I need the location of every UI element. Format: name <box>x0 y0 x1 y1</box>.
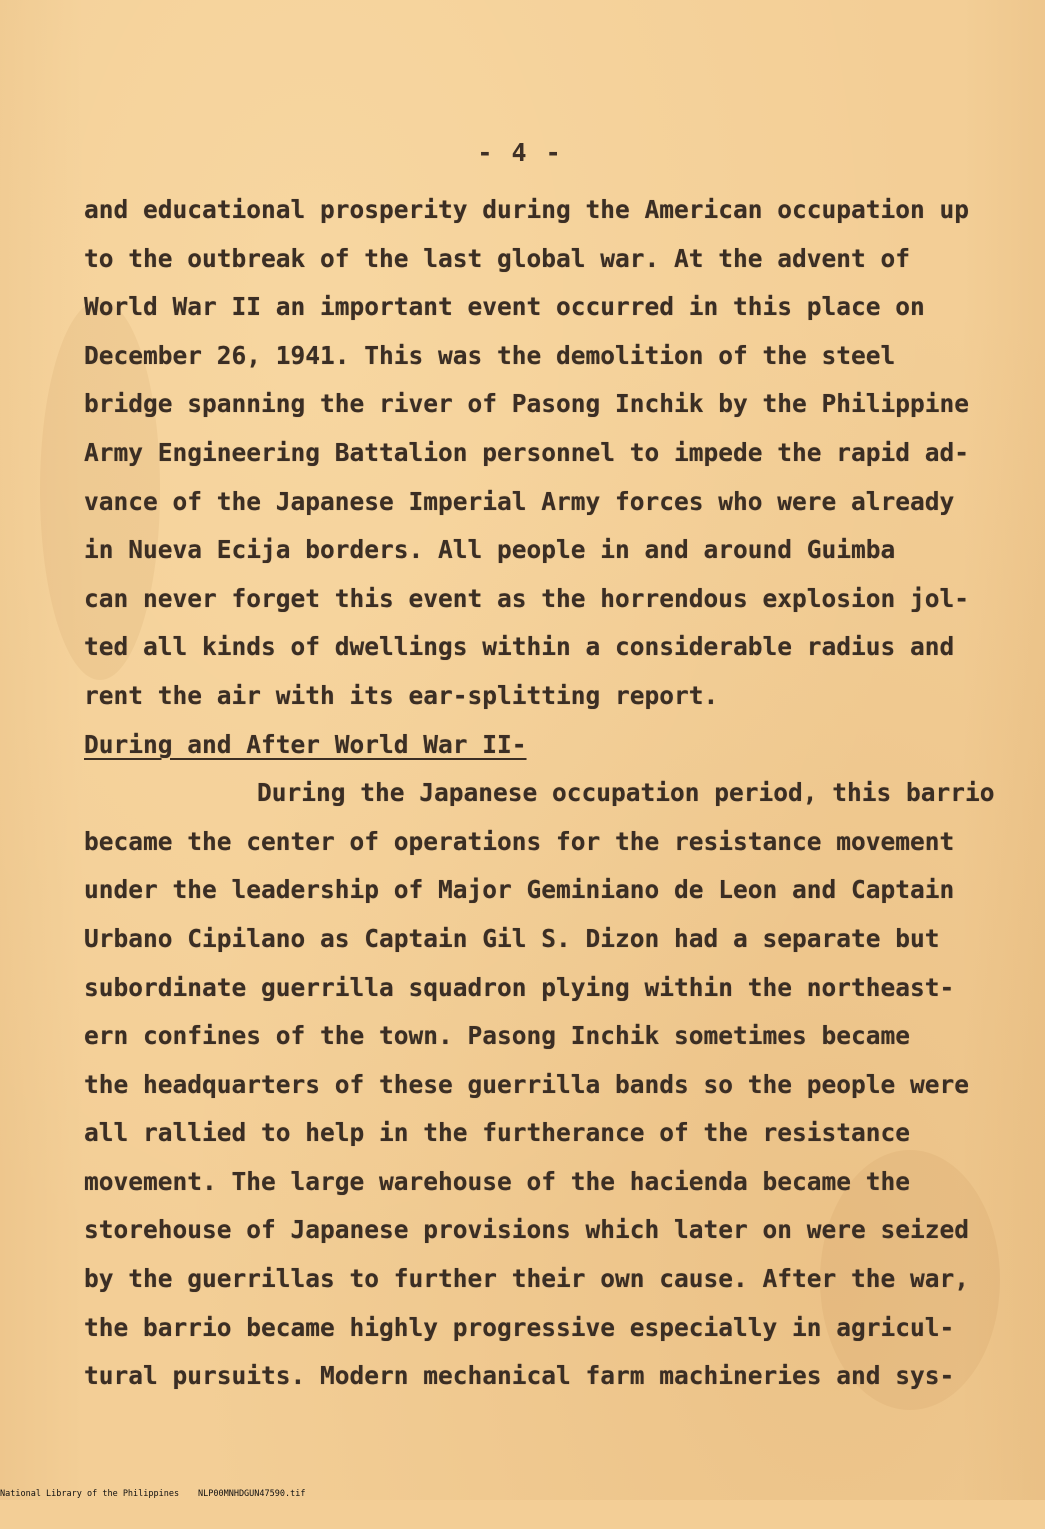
text-line: the headquarters of these guerrilla bands so the people were <box>84 1069 970 1099</box>
text-line: Army Engineering Battalion personnel to impede the rapid ad- <box>84 437 970 467</box>
text-line: in Nueva Ecija borders. All people in and around Guimba <box>84 535 896 565</box>
text-line: vance of the Japanese Imperial Army forces who were already <box>84 486 955 516</box>
text-line: under the leadership of Major Geminiano de Leon and Captain <box>84 875 955 905</box>
text-line: by the guerrillas to further their own cause. After the war, <box>84 1264 970 1294</box>
text-line: bridge spanning the river of Pasong Inchik by the Philippine <box>84 389 970 419</box>
text-line: December 26, 1941. This was the demolition of the steel <box>84 340 896 370</box>
text-line: Urbano Cipilano as Captain Gil S. Dizon had a separate but <box>84 923 940 953</box>
text-line: and educational prosperity during the American occupation up <box>84 195 970 224</box>
text-line: ern confines of the town. Pasong Inchik sometimes became <box>84 1021 911 1051</box>
typed-text <box>84 186 995 1401</box>
scan-filename: NLP00MNHDGUN47590.tif <box>198 1489 306 1499</box>
text-line: movement. The large warehouse of the hacienda became the <box>84 1166 911 1196</box>
text-line: can never forget this event as the horrendous explosion jol- <box>84 583 970 613</box>
text-line: During the Japanese occupation period, this barrio <box>257 778 995 808</box>
text-line: the barrio became highly progressive especially in agricul- <box>84 1312 955 1342</box>
text-line: to the outbreak of the last global war. At the advent of <box>84 243 911 273</box>
scan-footer <box>0 1489 306 1529</box>
text-line: tural pursuits. Modern mechanical farm machineries and sys- <box>84 1361 955 1391</box>
text-line: subordinate guerrilla squadron plying within the northeast- <box>84 972 955 1002</box>
page-number: - 4 - <box>477 138 563 167</box>
text-line: all rallied to help in the furtherance of the resistance <box>84 1118 911 1148</box>
text-line: World War II an important event occurred in this place on <box>84 292 925 322</box>
section-heading: During and After World War II- <box>84 729 527 759</box>
text-line: rent the air with its ear-splitting report. <box>84 680 719 710</box>
text-line: became the center of operations for the resistance movement <box>84 826 955 856</box>
library-credit: National Library of the Philippines <box>0 1489 180 1499</box>
text-line: ted all kinds of dwellings within a considerable radius and <box>84 632 955 662</box>
text-line: storehouse of Japanese provisions which later on were seized <box>84 1215 970 1245</box>
